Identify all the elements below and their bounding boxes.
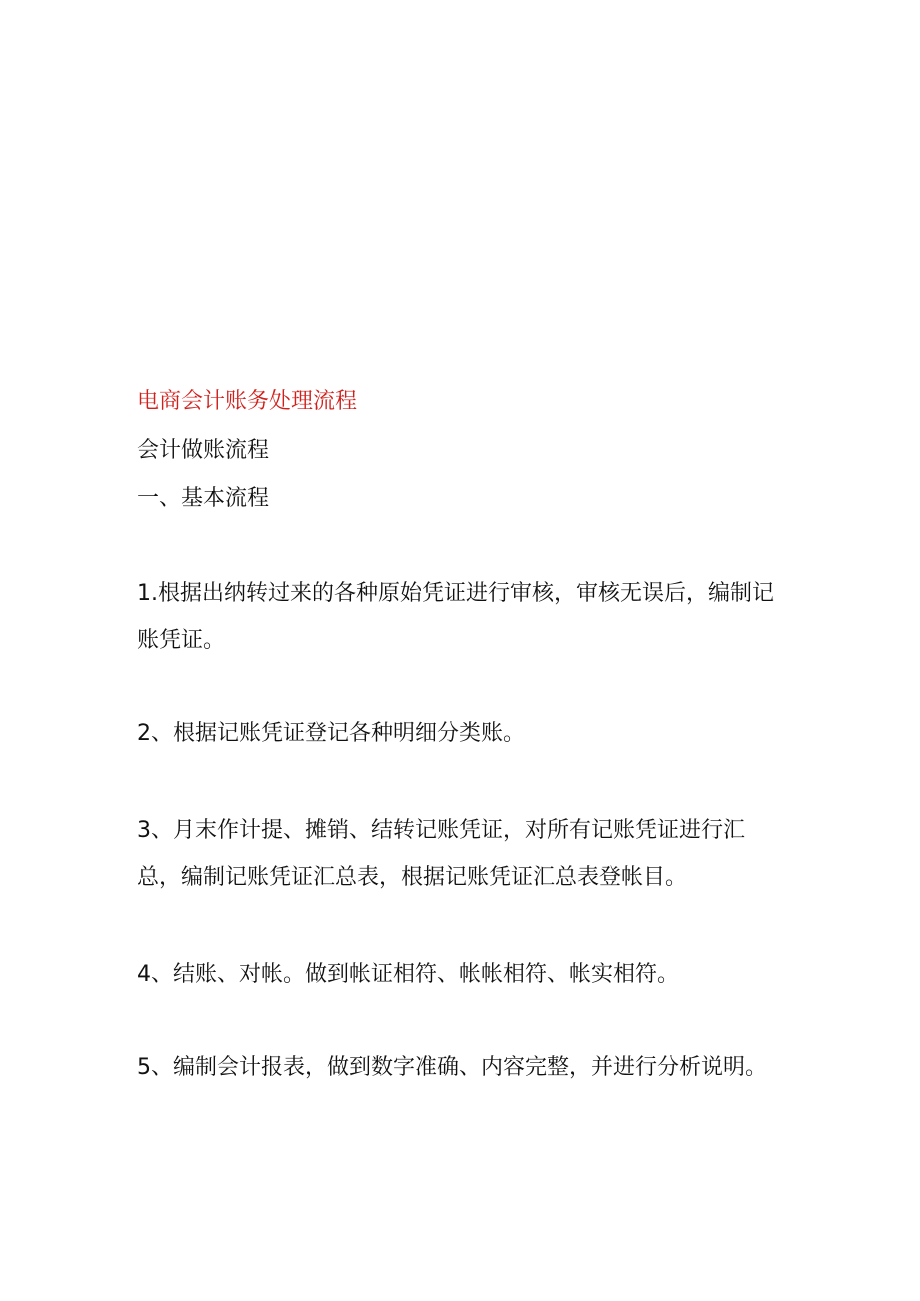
step-3: 3、月末作计提、摊销、结转记账凭证，对所有记账凭证进行汇总，编制记账凭证汇总表，根据记账凭证汇总表登帐目。 — [137, 818, 745, 890]
step-5: 5、编制会计报表，做到数字准确、内容完整，并进行分析说明。 — [137, 1055, 767, 1080]
step-1: 1.根据出纳转过来的各种原始凭证进行审核，审核无误后，编制记账凭证。 — [137, 581, 774, 653]
step-4: 4、结账、对帐。做到帐证相符、帐帐相符、帐实相符。 — [137, 962, 679, 987]
section-heading: 一、基本流程 — [137, 486, 270, 511]
document-title: 电商会计账务处理流程 — [137, 389, 358, 414]
document-subtitle: 会计做账流程 — [137, 438, 270, 463]
step-2: 2、根据记账凭证登记各种明细分类账。 — [137, 721, 525, 746]
